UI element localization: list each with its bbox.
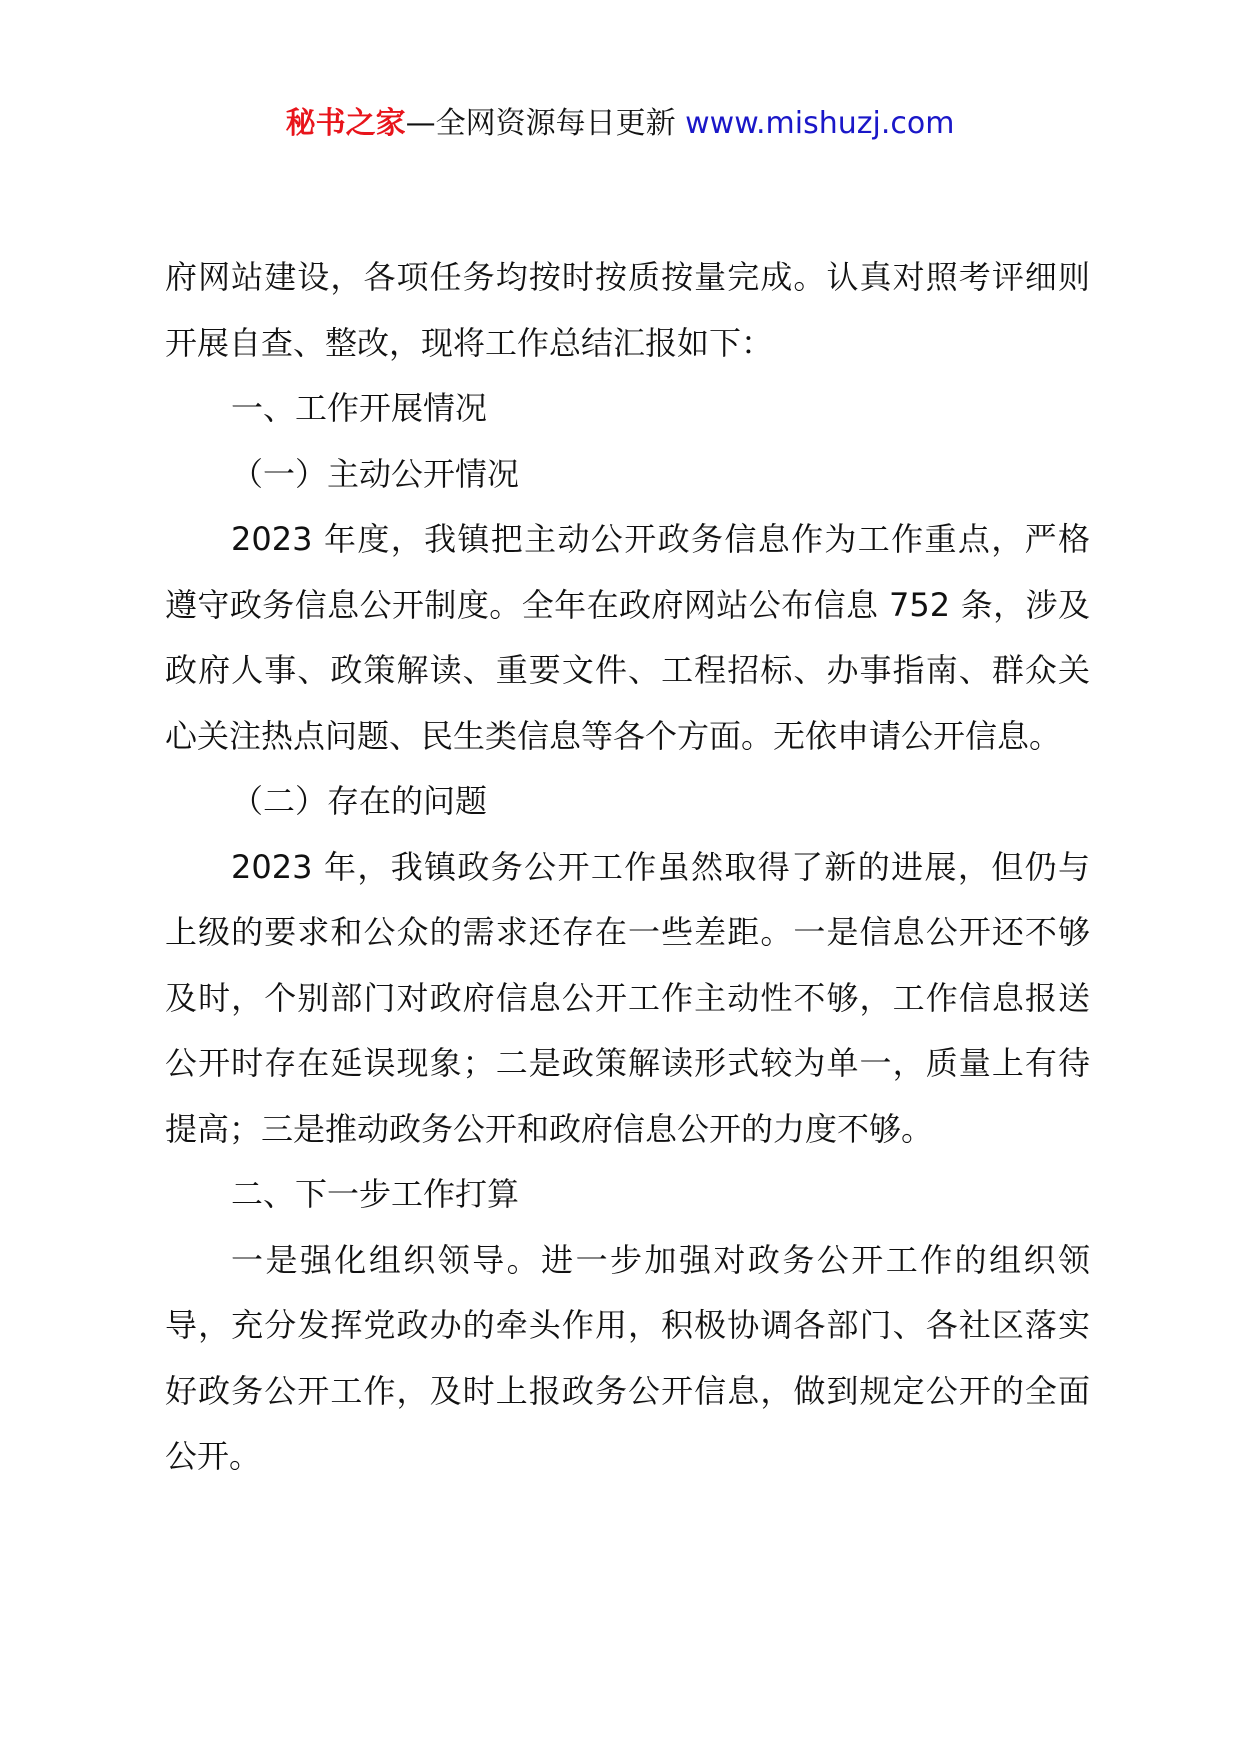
paragraph-disclosure: 2023 年度，我镇把主动公开政务信息作为工作重点，严格遵守政务信息公开制度。全年在政府网站公布信息 752 条，涉及政府人事、政策解读、重要文件、工程招标、办事指南、群众关心关注热点问题、民生类信息等各个方面。无依申请公开信息。 <box>165 520 1090 755</box>
brand-name: 秘书之家 <box>285 106 406 141</box>
paragraph-plan-1: 一是强化组织领导。进一步加强对政务公开工作的组织领导，充分发挥党政办的牵头作用，积极协调各部门、各社区落实好政务公开工作，及时上报政务公开信息，做到规定公开的全面公开。 <box>165 1240 1090 1475</box>
section-heading-2: 二、下一步工作打算 <box>231 1175 520 1213</box>
paragraph-continuation: 府网站建设，各项任务均按时按质按量完成。认真对照考评细则开展自查、整改，现将工作总结汇报如下： <box>165 258 1090 362</box>
section-heading-1: 一、工作开展情况 <box>231 389 488 427</box>
subsection-heading-2: （二）存在的问题 <box>231 782 488 820</box>
subsection-heading-1: （一）主动公开情况 <box>231 454 520 493</box>
page-header <box>0 104 1240 144</box>
site-url-link[interactable]: www.mishuzj.com <box>685 106 955 141</box>
header-slogan: —全网资源每日更新 <box>405 106 686 141</box>
paragraph-problems: 2023 年，我镇政务公开工作虽然取得了新的进展，但仍与上级的要求和公众的需求还存在一些差距。一是信息公开还不够及时，个别部门对政府信息公开工作主动性不够，工作信息报送公开时存在延误现象；二是政策解读形式较为单一，质量上有待提高；三是推动政务公开和政府信息公开的力度不够。 <box>165 847 1090 1148</box>
document-body <box>165 245 1090 1490</box>
